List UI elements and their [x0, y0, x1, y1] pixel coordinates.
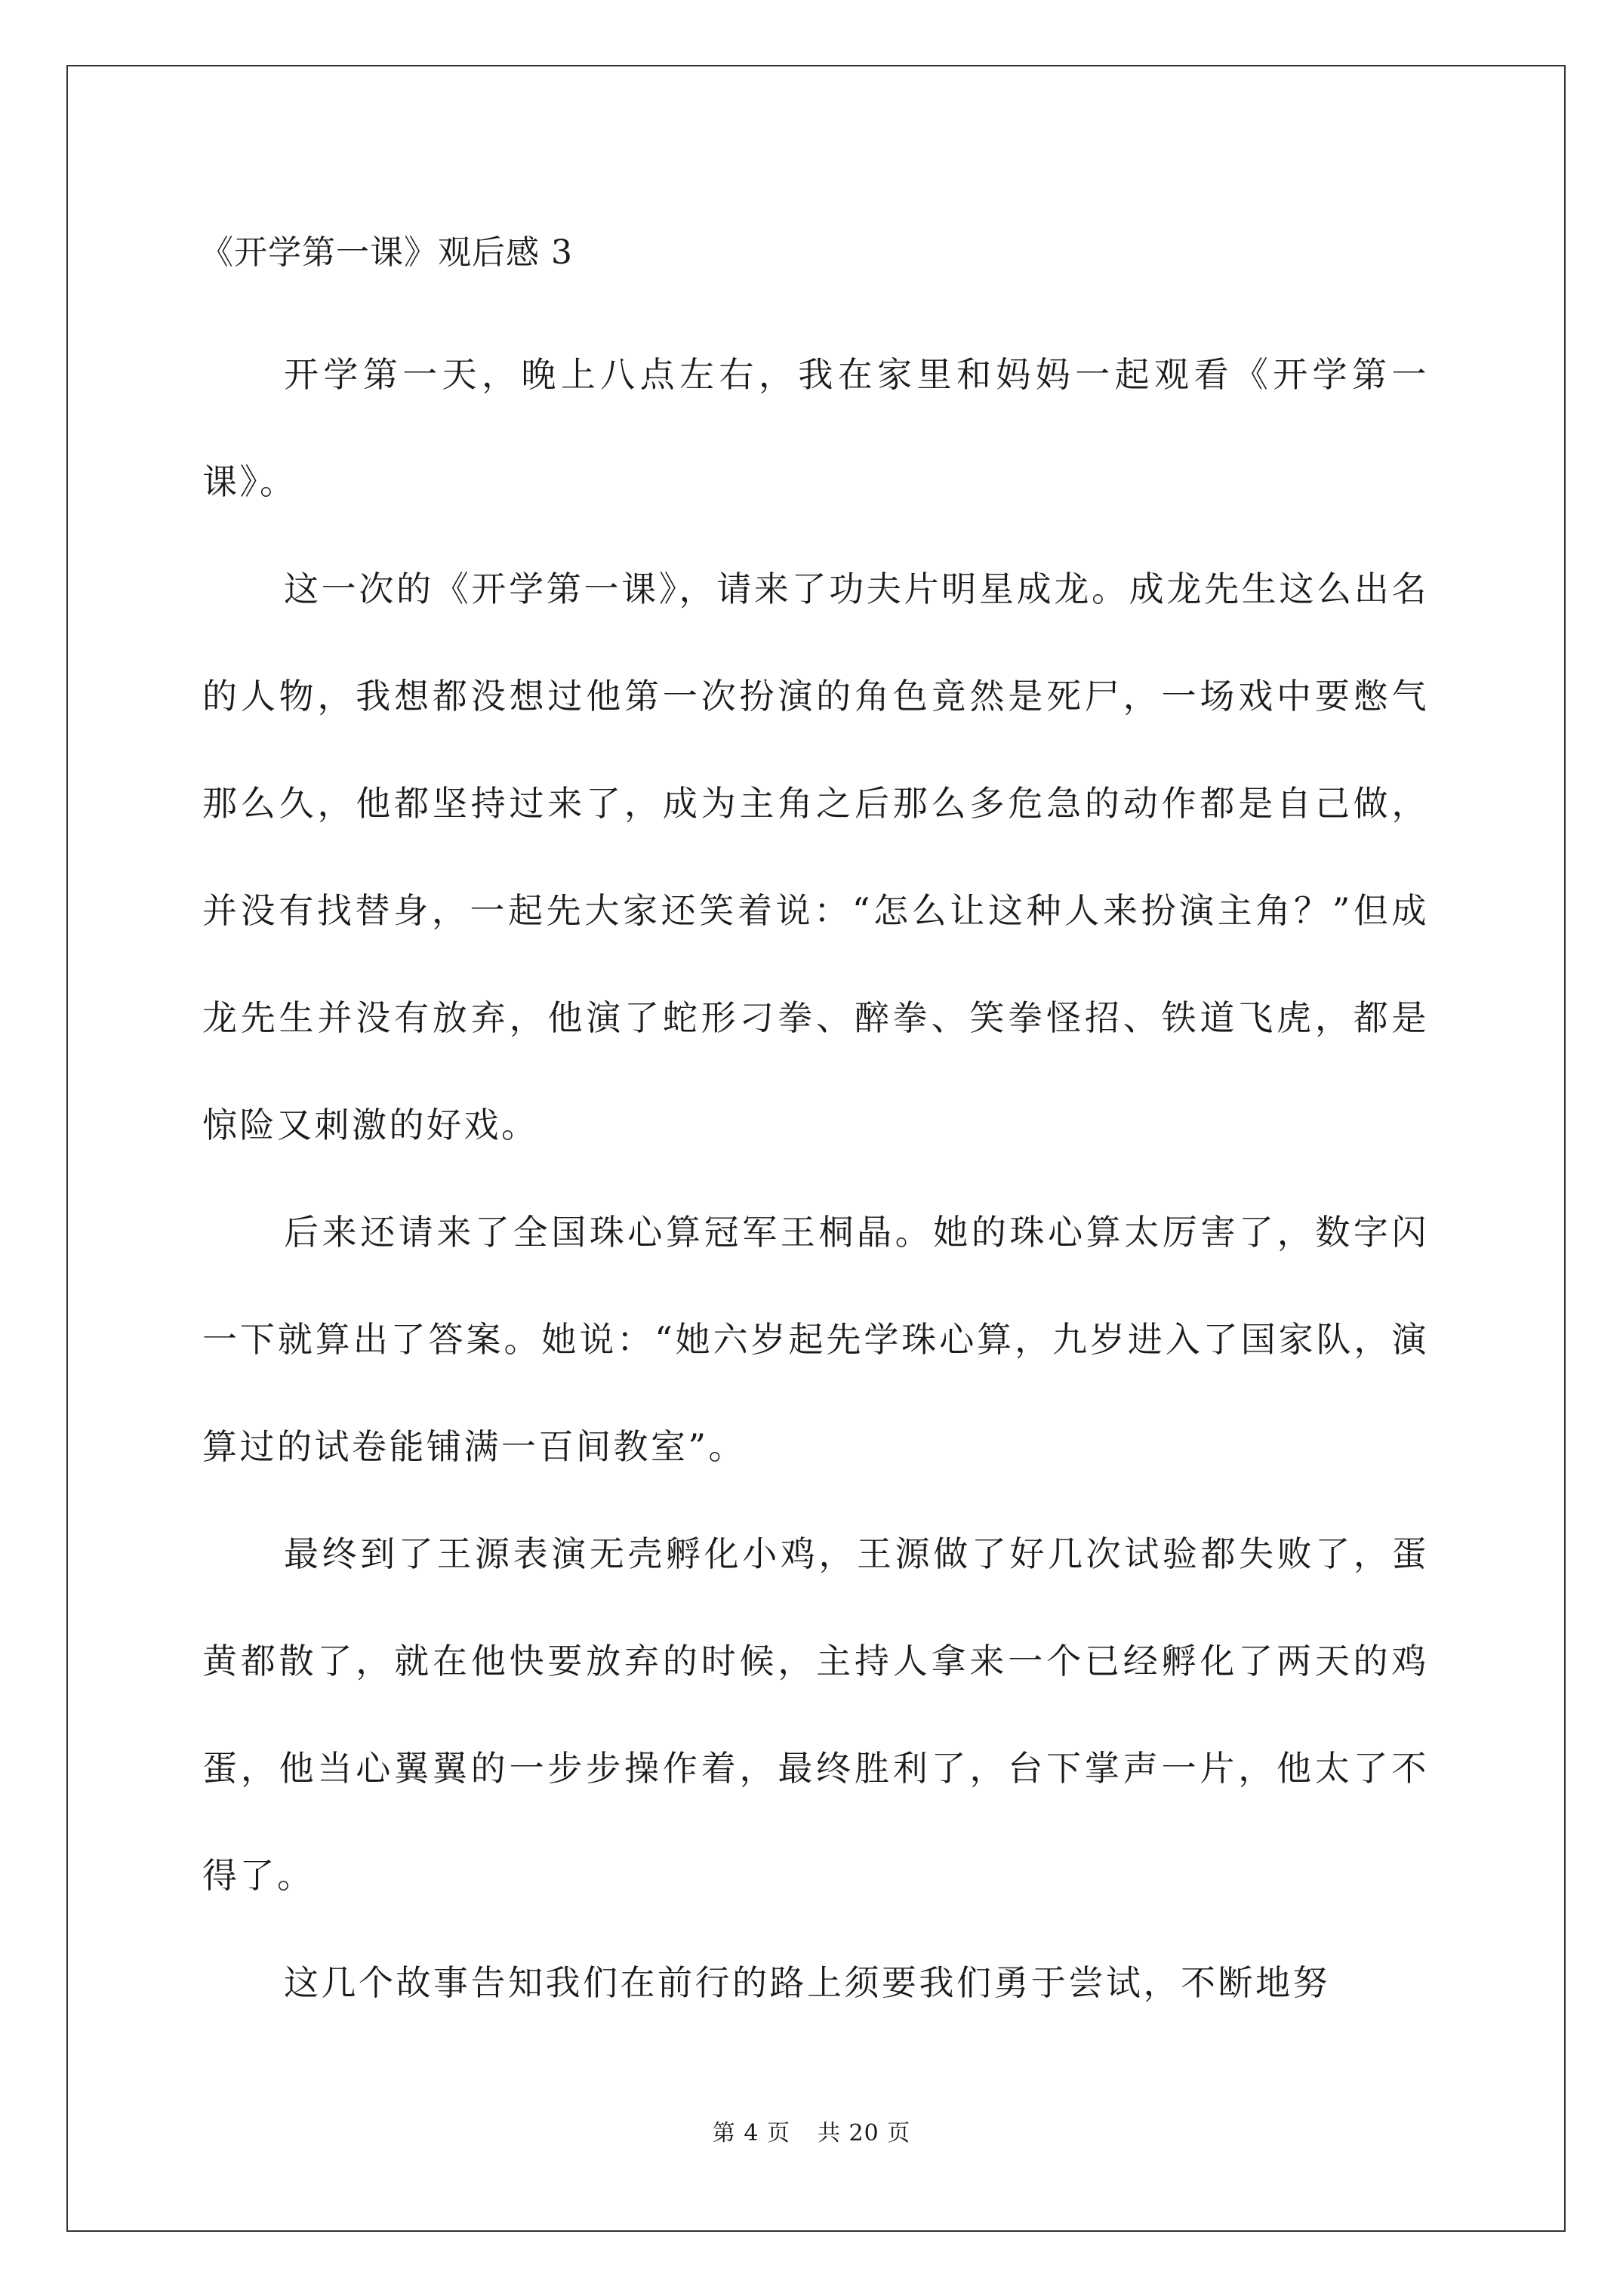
- document-body: [202, 215, 1429, 2036]
- paragraph: 这一次的《开学第一课》，请来了功夫片明星成龙。成龙先生这么出名的人物，我想都没想过他第一次扮演的角色竟然是死尸，一场戏中要憋气那么久，他都坚持过来了，成为主角之后那么多危急的动作都是自己做，并没有找替身，一起先大家还笑着说：“怎么让这种人来扮演主角？”但成龙先生并没有放弃，他演了蛇形刁拳、醉拳、笑拳怪招、铁道飞虎，都是惊险又刺激的好戏。: [202, 569, 1429, 1145]
- paragraph: 这几个故事告知我们在前行的路上须要我们勇于尝试，不断地努: [284, 1962, 1330, 2003]
- document-title: 《开学第一课》观后感 3: [200, 233, 573, 272]
- page-number: 第 4 页: [712, 2120, 790, 2147]
- paragraph: 后来还请来了全国珠心算冠军王桐晶。她的珠心算太厉害了，数字闪一下就算出了答案。她说：“她六岁起先学珠心算，九岁进入了国家队，演算过的试卷能铺满一百间教室”。: [202, 1212, 1429, 1467]
- page-footer: [0, 2114, 1623, 2147]
- paragraph: 最终到了王源表演无壳孵化小鸡，王源做了好几次试验都失败了，蛋黄都散了，就在他快要放弃的时候，主持人拿来一个已经孵化了两天的鸡蛋，他当心翼翼的一步步操作着，最终胜利了，台下掌声一片，他太了不得了。: [202, 1533, 1429, 1896]
- page-total: 共 20 页: [817, 2120, 911, 2147]
- paragraph: 开学第一天，晚上八点左右，我在家里和妈妈一起观看《开学第一课》。: [202, 354, 1429, 502]
